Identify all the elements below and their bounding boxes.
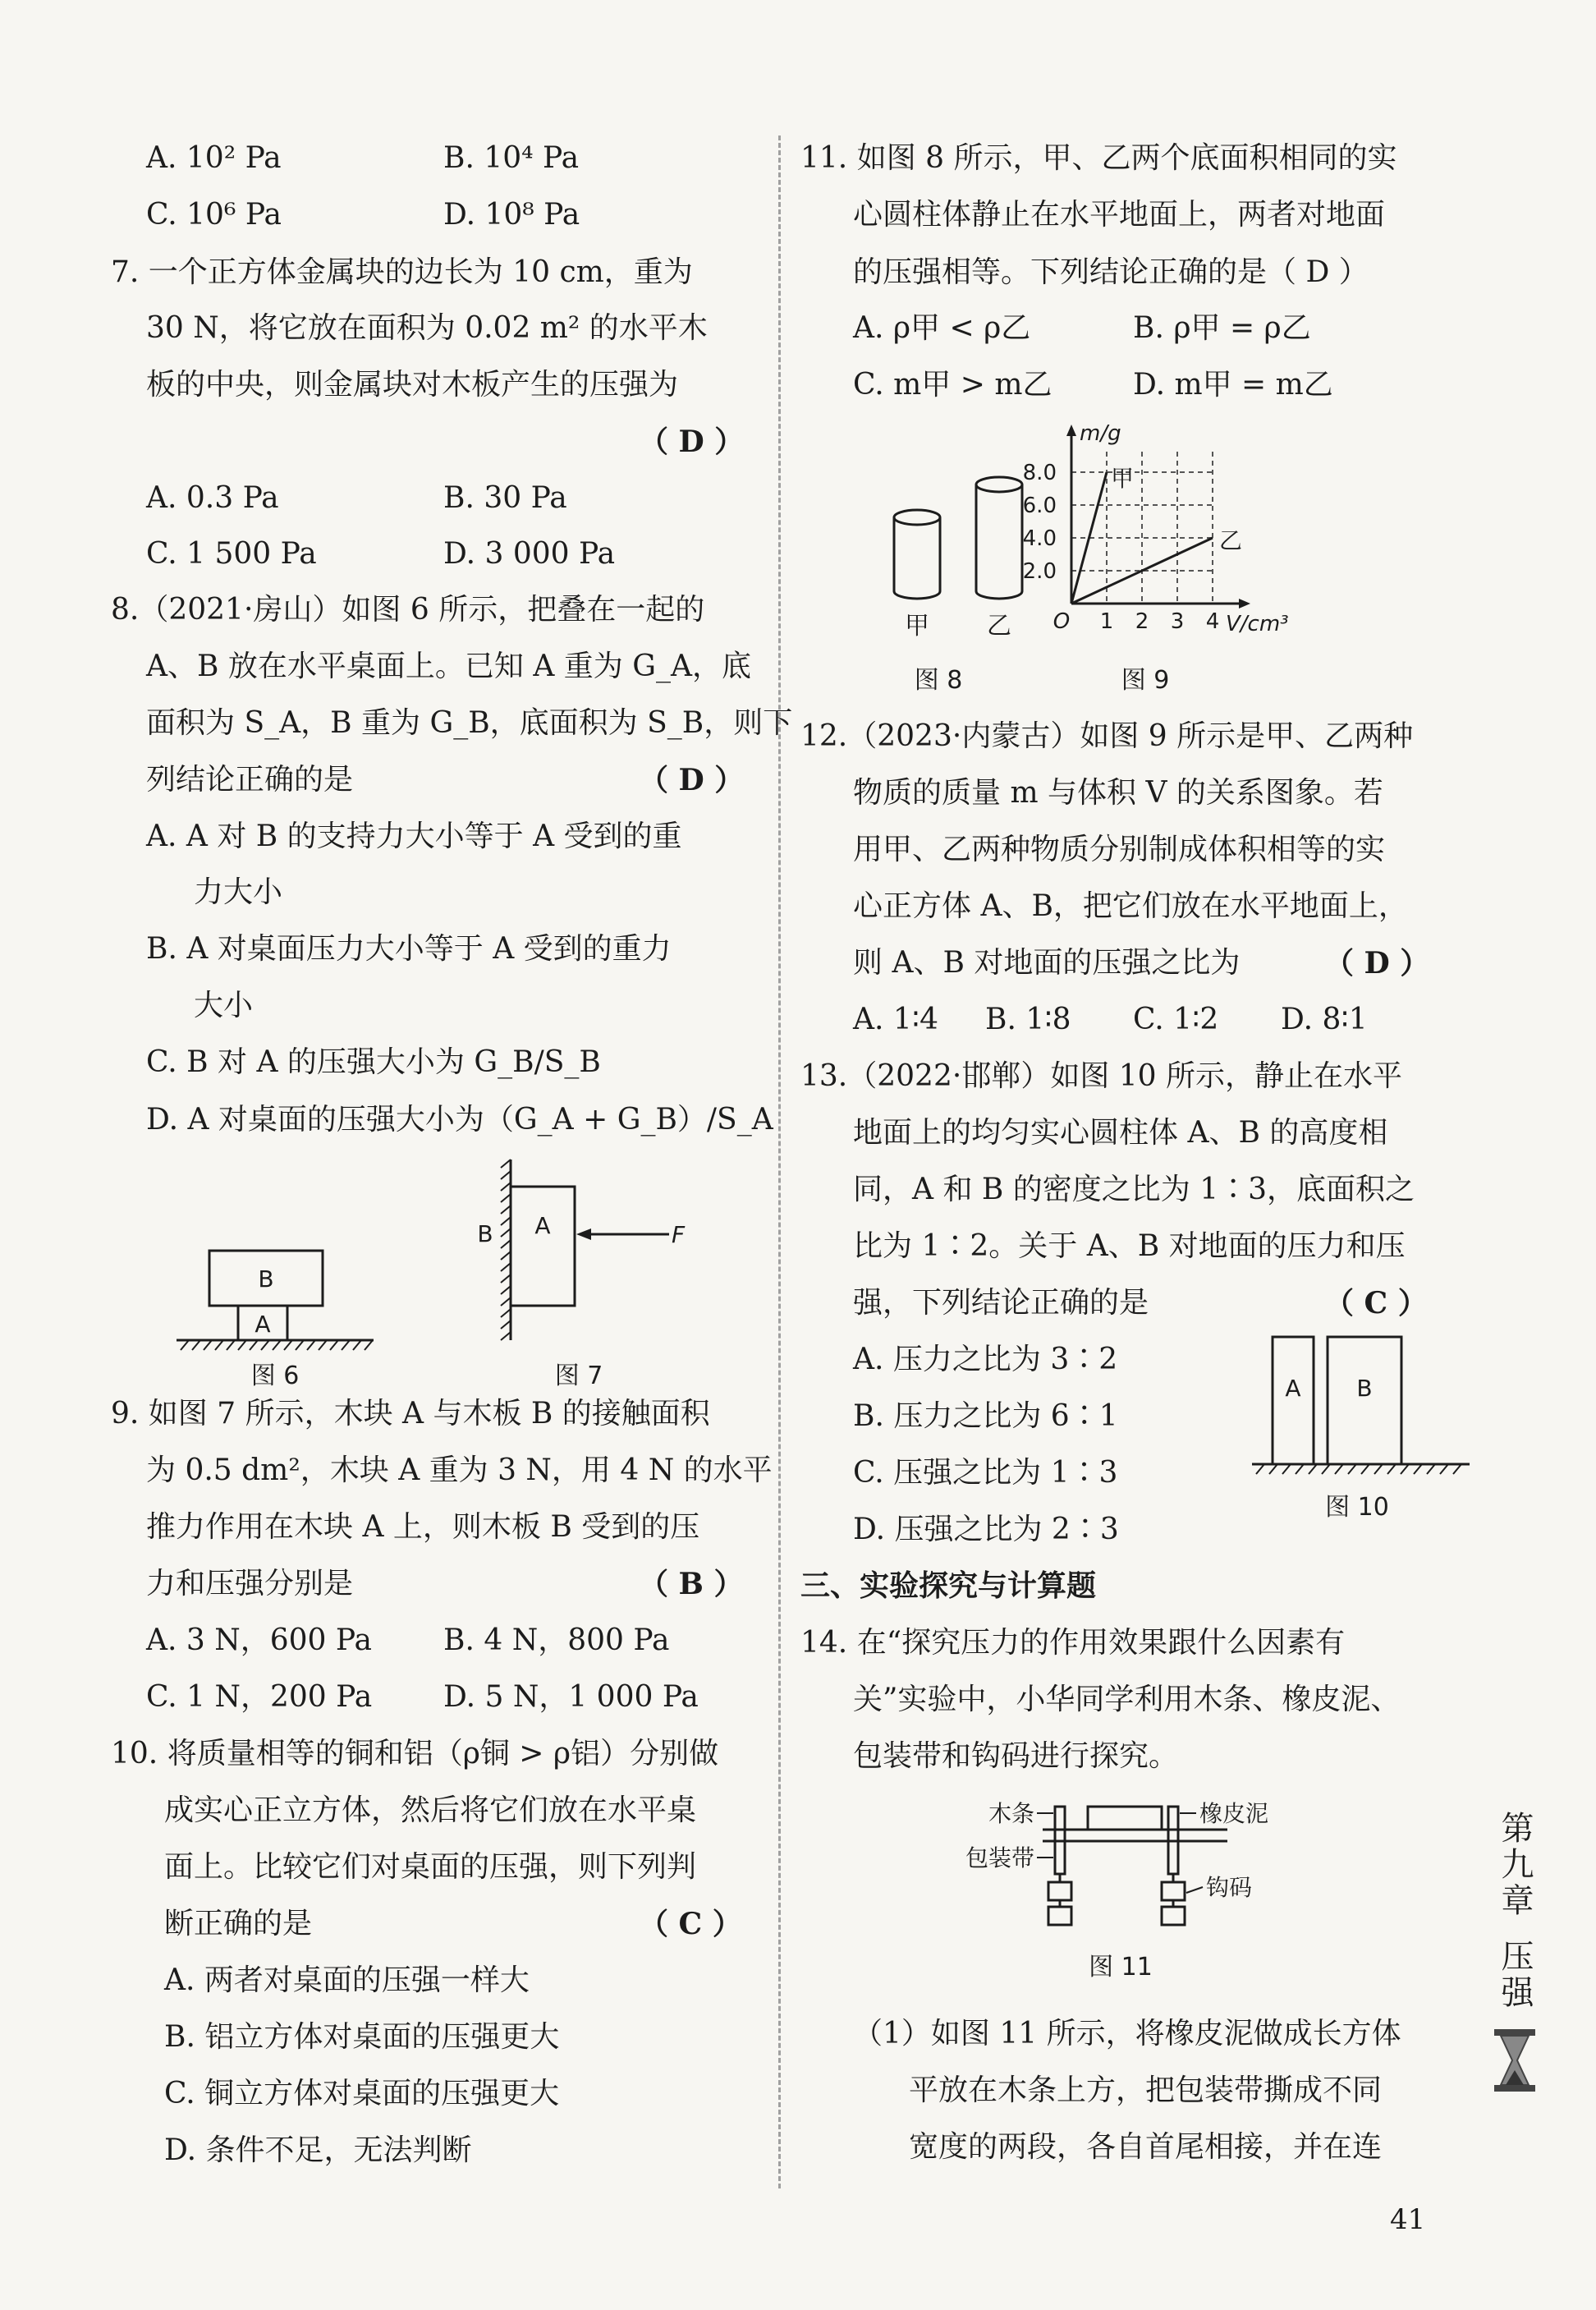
q10-line-4: 断正确的是 <box>164 1907 313 1940</box>
chapter-side-tab <box>1486 1811 1543 2131</box>
fig9-xtick: 4 <box>1205 609 1220 634</box>
q14-line-3: 包装带和钩码进行探究。 <box>853 1739 1179 1773</box>
column-divider <box>778 135 781 2188</box>
q8-option-b-1: B. A 对桌面压力大小等于 A 受到的重力 <box>146 932 672 966</box>
q7-option-b: B. 30 Pa <box>443 481 567 515</box>
figures-8-9 <box>850 419 1441 702</box>
q8-option-a-1: A. A 对 B 的支持力大小等于 A 受到的重 <box>146 820 682 853</box>
fig7-block-a <box>511 1187 575 1306</box>
fig6-caption: 图 6 <box>250 1362 300 1390</box>
fig8-caption: 图 8 <box>914 666 963 695</box>
fig11-weight <box>1162 1882 1185 1900</box>
figure-7 <box>477 1160 686 1390</box>
fig9-ytick: 4.0 <box>1022 526 1057 551</box>
q10-option-b: B. 铝立方体对桌面的压强更大 <box>164 2020 560 2054</box>
q13-option-a: A. 压力之比为 3∶2 <box>853 1343 1118 1376</box>
fig9-xlabel: V/cm³ <box>1226 612 1289 636</box>
fig9-caption: 图 9 <box>1121 666 1170 695</box>
q10-line-3: 面上。比较它们对桌面的压强，则下列判 <box>164 1850 697 1884</box>
fig11-label-wood: 木条 <box>988 1800 1034 1827</box>
fig11-caption: 图 11 <box>1089 1953 1153 1982</box>
q11-option-b: B. ρ甲 = ρ乙 <box>1133 311 1311 345</box>
q7-option-c: C. 1 500 Pa <box>146 537 317 571</box>
fig6-label-a: A <box>255 1311 271 1338</box>
q12-option-d: D. 8∶1 <box>1281 1003 1368 1036</box>
q10-option-d: D. 条件不足，无法判断 <box>164 2133 472 2167</box>
q14-part1-line-2: 平放在木条上方，把包装带撕成不同 <box>909 2073 1383 2107</box>
q8-line-3: 面积为 S_A，B 重为 G_B，底面积为 S_B，则下 <box>146 706 793 740</box>
fig9-xtick: 2 <box>1135 609 1149 634</box>
q6-option-a: A. 10² Pa <box>146 141 282 175</box>
fig9-label-jia: 甲 <box>1111 465 1135 492</box>
q10-answer: （ C ） <box>639 1907 742 1941</box>
q13-line-2: 地面上的均匀实心圆柱体 A、B 的高度相 <box>853 1116 1388 1150</box>
chapter-number: 第九章 <box>1496 1811 1534 1919</box>
q13-line-3: 同，A 和 B 的密度之比为 1∶3，底面积之 <box>853 1173 1415 1206</box>
hourglass-icon <box>1493 2028 1537 2093</box>
q9-line-2: 为 0.5 dm²，木块 A 重为 3 N，用 4 N 的水平 <box>146 1454 773 1487</box>
q11-option-a: A. ρ甲 < ρ乙 <box>853 311 1031 345</box>
figure-8 <box>894 477 1022 695</box>
section-3-title: 三、实验探究与计算题 <box>800 1569 1097 1603</box>
q13-option-c: C. 压强之比为 1∶3 <box>853 1456 1118 1490</box>
q9-answer: （ B ） <box>639 1567 744 1601</box>
q13-line-1: 13.（2022·邯郸）如图 10 所示，静止在水平 <box>800 1059 1403 1093</box>
q7-option-d: D. 3 000 Pa <box>443 537 616 571</box>
q12-line-3: 用甲、乙两种物质分别制成体积相等的实 <box>853 833 1386 866</box>
q12-line-5: 则 A、B 对地面的压强之比为 <box>853 946 1241 980</box>
q9-option-c: C. 1 N，200 Pa <box>146 1680 373 1714</box>
q12-option-c: C. 1∶2 <box>1133 1003 1219 1036</box>
fig11-weight <box>1162 1907 1185 1925</box>
q13-answer: （ C ） <box>1324 1286 1428 1320</box>
fig7-caption: 图 7 <box>554 1362 603 1390</box>
fig8-label-yi: 乙 <box>987 612 1011 641</box>
fig8-label-jia: 甲 <box>905 612 929 641</box>
figure-6 <box>177 1251 374 1390</box>
q11-line-3: 的压强相等。下列结论正确的是（ D ） <box>853 255 1369 289</box>
fig11-label-clay: 橡皮泥 <box>1199 1800 1269 1827</box>
q8-option-b-2: 大小 <box>194 989 254 1022</box>
fig7-label-f: F <box>672 1221 686 1248</box>
fig9-ytick: 2.0 <box>1022 559 1057 584</box>
q12-line-2: 物质的质量 m 与体积 V 的关系图象。若 <box>853 776 1383 810</box>
q6-option-b: B. 10⁴ Pa <box>443 141 580 175</box>
q8-option-c: C. B 对 A 的压强大小为 G_B/S_B <box>146 1045 601 1079</box>
q8-option-a-2: 力大小 <box>194 875 283 909</box>
fig7-label-a: A <box>534 1212 551 1239</box>
fig9-xtick: 1 <box>1099 609 1114 634</box>
figure-9 <box>1023 421 1289 695</box>
q7-answer: （ D ） <box>639 425 745 459</box>
q6-option-c: C. 10⁶ Pa <box>146 198 282 232</box>
q7-line-2: 30 N，将它放在面积为 0.02 m² 的水平木 <box>146 311 708 345</box>
q7-option-a: A. 0.3 Pa <box>146 481 279 515</box>
q11-option-d: D. m甲 = m乙 <box>1133 368 1333 402</box>
fig10-label-a: A <box>1285 1375 1301 1402</box>
q8-line-4: 列结论正确的是 <box>146 763 354 797</box>
q12-option-b: B. 1∶8 <box>985 1003 1071 1036</box>
q10-line-1: 10. 将质量相等的铜和铝（ρ铜 > ρ铝）分别做 <box>111 1737 719 1770</box>
q9-line-3: 推力作用在木块 A 上，则木板 B 受到的压 <box>146 1510 700 1544</box>
q12-option-a: A. 1∶4 <box>853 1003 939 1036</box>
q14-line-1: 14. 在“探究压力的作用效果跟什么因素有 <box>800 1626 1346 1660</box>
fig11-clay <box>1088 1807 1162 1830</box>
page-number: 41 <box>1390 2203 1426 2236</box>
q10-option-c: C. 铜立方体对桌面的压强更大 <box>164 2077 560 2110</box>
fig9-xtick: 3 <box>1170 609 1185 634</box>
q8-answer: （ D ） <box>639 763 745 797</box>
fig9-label-yi: 乙 <box>1219 527 1243 554</box>
fig6-label-b: B <box>258 1265 274 1293</box>
q9-option-d: D. 5 N，1 000 Pa <box>443 1680 699 1714</box>
q7-line-1: 7. 一个正方体金属块的边长为 10 cm，重为 <box>111 255 693 289</box>
q13-option-b: B. 压力之比为 6∶1 <box>853 1399 1118 1433</box>
q12-answer: （ D ） <box>1324 946 1430 980</box>
q9-line-4: 力和压强分别是 <box>146 1567 354 1600</box>
q11-option-c: C. m甲 > m乙 <box>853 368 1053 402</box>
q13-line-4: 比为 1∶2。关于 A、B 对地面的压力和压 <box>853 1229 1406 1263</box>
q11-line-2: 心圆柱体静止在水平地面上，两者对地面 <box>853 198 1386 232</box>
q7-line-3: 板的中央，则金属块对木板产生的压强为 <box>146 368 679 402</box>
chapter-title: 压强 <box>1496 1939 1534 2011</box>
fig9-ytick: 8.0 <box>1022 461 1057 485</box>
q13-line-5: 强，下列结论正确的是 <box>853 1286 1149 1320</box>
fig9-ytick: 6.0 <box>1022 494 1057 518</box>
q11-line-1: 11. 如图 8 所示，甲、乙两个底面积相同的实 <box>800 141 1397 175</box>
fig11-weight <box>1048 1882 1071 1900</box>
q10-option-a: A. 两者对桌面的压强一样大 <box>164 1963 530 1997</box>
fig11-label-weight: 钩码 <box>1206 1874 1253 1901</box>
figure-10 <box>1240 1330 1478 1527</box>
q13-option-d: D. 压强之比为 2∶3 <box>853 1513 1119 1546</box>
figure-11 <box>965 1790 1293 1995</box>
q8-option-d: D. A 对桌面的压强大小为（G_A + G_B）/S_A <box>146 1103 773 1137</box>
q14-part1-line-3: 宽度的两段，各自首尾相接，并在连 <box>909 2130 1383 2164</box>
figures-6-7 <box>164 1150 755 1404</box>
fig9-origin: O <box>1053 609 1071 634</box>
q12-line-1: 12.（2023·内蒙古）如图 9 所示是甲、乙两种 <box>800 719 1414 753</box>
q8-line-2: A、B 放在水平桌面上。已知 A 重为 G_A，底 <box>146 650 751 683</box>
q9-line-1: 9. 如图 7 所示，木块 A 与木板 B 的接触面积 <box>111 1397 710 1431</box>
q12-line-4: 心正方体 A、B，把它们放在水平地面上， <box>853 889 1408 923</box>
fig11-label-tape: 包装带 <box>965 1844 1034 1871</box>
fig10-caption: 图 10 <box>1325 1493 1389 1522</box>
fig11-weight <box>1048 1907 1071 1925</box>
q6-option-d: D. 10⁸ Pa <box>443 198 580 232</box>
q14-line-2: 关”实验中，小华同学利用木条、橡皮泥、 <box>853 1683 1401 1716</box>
q8-line-1: 8.（2021·房山）如图 6 所示，把叠在一起的 <box>111 593 705 627</box>
q9-option-a: A. 3 N，600 Pa <box>146 1623 372 1657</box>
q10-line-2: 成实心正立方体，然后将它们放在水平桌 <box>164 1793 697 1827</box>
fig9-ylabel: m/g <box>1080 421 1121 446</box>
q9-option-b: B. 4 N，800 Pa <box>443 1623 670 1657</box>
fig10-label-b: B <box>1356 1375 1373 1402</box>
q14-part1-line-1: （1）如图 11 所示，将橡皮泥做成长方体 <box>853 2017 1401 2051</box>
fig7-label-b: B <box>477 1220 493 1247</box>
